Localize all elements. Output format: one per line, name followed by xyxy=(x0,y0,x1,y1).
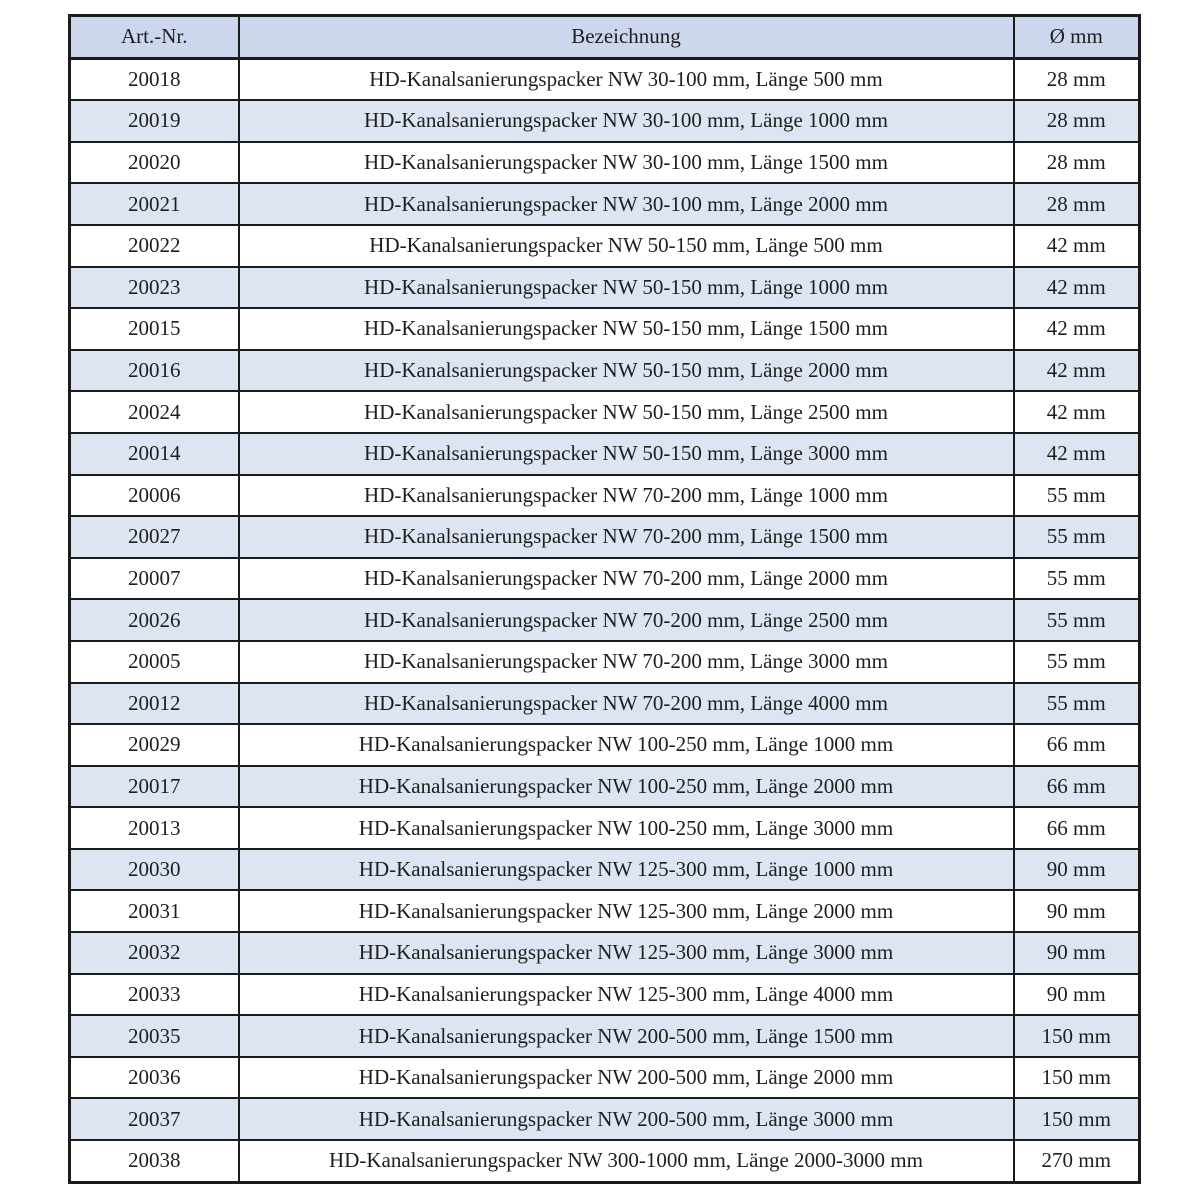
diameter-cell: 90 mm xyxy=(1014,932,1140,974)
table-row xyxy=(70,350,1140,392)
bezeichnung-cell: HD-Kanalsanierungspacker NW 50-150 mm, Länge 500 mm xyxy=(239,225,1014,267)
diameter-cell: 270 mm xyxy=(1014,1140,1140,1182)
bezeichnung-cell: HD-Kanalsanierungspacker NW 30-100 mm, Länge 2000 mm xyxy=(239,183,1014,225)
art-nr-cell: 20036 xyxy=(70,1057,239,1099)
art-nr-cell: 20032 xyxy=(70,932,239,974)
bezeichnung-cell: HD-Kanalsanierungspacker NW 70-200 mm, Länge 2500 mm xyxy=(239,599,1014,641)
diameter-cell: 42 mm xyxy=(1014,391,1140,433)
table-row xyxy=(70,558,1140,600)
art-nr-cell: 20019 xyxy=(70,100,239,142)
diameter-cell: 28 mm xyxy=(1014,183,1140,225)
col-header-diameter: Ø mm xyxy=(1014,16,1140,59)
diameter-cell: 150 mm xyxy=(1014,1057,1140,1099)
diameter-cell: 55 mm xyxy=(1014,683,1140,725)
diameter-cell: 55 mm xyxy=(1014,516,1140,558)
table-row xyxy=(70,974,1140,1016)
art-nr-cell: 20023 xyxy=(70,267,239,309)
bezeichnung-cell: HD-Kanalsanierungspacker NW 70-200 mm, Länge 1500 mm xyxy=(239,516,1014,558)
table-row xyxy=(70,433,1140,475)
diameter-cell: 55 mm xyxy=(1014,558,1140,600)
bezeichnung-cell: HD-Kanalsanierungspacker NW 70-200 mm, Länge 1000 mm xyxy=(239,475,1014,517)
art-nr-cell: 20017 xyxy=(70,766,239,808)
table-row xyxy=(70,142,1140,184)
table-row xyxy=(70,225,1140,267)
diameter-cell: 66 mm xyxy=(1014,724,1140,766)
art-nr-cell: 20013 xyxy=(70,807,239,849)
bezeichnung-cell: HD-Kanalsanierungspacker NW 70-200 mm, Länge 3000 mm xyxy=(239,641,1014,683)
art-nr-cell: 20020 xyxy=(70,142,239,184)
bezeichnung-cell: HD-Kanalsanierungspacker NW 300-1000 mm, Länge 2000-3000 mm xyxy=(239,1140,1014,1182)
table-row xyxy=(70,267,1140,309)
table-row xyxy=(70,932,1140,974)
table-row xyxy=(70,1015,1140,1057)
table-row xyxy=(70,100,1140,142)
bezeichnung-cell: HD-Kanalsanierungspacker NW 50-150 mm, Länge 2000 mm xyxy=(239,350,1014,392)
diameter-cell: 28 mm xyxy=(1014,58,1140,100)
diameter-cell: 42 mm xyxy=(1014,267,1140,309)
art-nr-cell: 20018 xyxy=(70,58,239,100)
diameter-cell: 42 mm xyxy=(1014,308,1140,350)
diameter-cell: 150 mm xyxy=(1014,1015,1140,1057)
bezeichnung-cell: HD-Kanalsanierungspacker NW 200-500 mm, Länge 3000 mm xyxy=(239,1098,1014,1140)
art-nr-cell: 20038 xyxy=(70,1140,239,1182)
diameter-cell: 55 mm xyxy=(1014,599,1140,641)
bezeichnung-cell: HD-Kanalsanierungspacker NW 50-150 mm, Länge 2500 mm xyxy=(239,391,1014,433)
bezeichnung-cell: HD-Kanalsanierungspacker NW 30-100 mm, Länge 500 mm xyxy=(239,58,1014,100)
bezeichnung-cell: HD-Kanalsanierungspacker NW 50-150 mm, Länge 3000 mm xyxy=(239,433,1014,475)
table-row xyxy=(70,1140,1140,1182)
table-row xyxy=(70,1057,1140,1099)
diameter-cell: 28 mm xyxy=(1014,142,1140,184)
bezeichnung-cell: HD-Kanalsanierungspacker NW 30-100 mm, Länge 1000 mm xyxy=(239,100,1014,142)
art-nr-cell: 20015 xyxy=(70,308,239,350)
diameter-cell: 55 mm xyxy=(1014,641,1140,683)
header-row xyxy=(70,16,1140,59)
bezeichnung-cell: HD-Kanalsanierungspacker NW 200-500 mm, Länge 1500 mm xyxy=(239,1015,1014,1057)
bezeichnung-cell: HD-Kanalsanierungspacker NW 50-150 mm, Länge 1500 mm xyxy=(239,308,1014,350)
diameter-cell: 90 mm xyxy=(1014,974,1140,1016)
art-nr-cell: 20030 xyxy=(70,849,239,891)
diameter-cell: 42 mm xyxy=(1014,225,1140,267)
table-row xyxy=(70,807,1140,849)
art-nr-cell: 20037 xyxy=(70,1098,239,1140)
bezeichnung-cell: HD-Kanalsanierungspacker NW 200-500 mm, Länge 2000 mm xyxy=(239,1057,1014,1099)
art-nr-cell: 20035 xyxy=(70,1015,239,1057)
art-nr-cell: 20012 xyxy=(70,683,239,725)
bezeichnung-cell: HD-Kanalsanierungspacker NW 70-200 mm, Länge 2000 mm xyxy=(239,558,1014,600)
table-row xyxy=(70,890,1140,932)
col-header-art-nr: Art.-Nr. xyxy=(70,16,239,59)
table-row xyxy=(70,475,1140,517)
art-nr-cell: 20021 xyxy=(70,183,239,225)
art-nr-cell: 20024 xyxy=(70,391,239,433)
diameter-cell: 55 mm xyxy=(1014,475,1140,517)
diameter-cell: 42 mm xyxy=(1014,350,1140,392)
art-nr-cell: 20007 xyxy=(70,558,239,600)
art-nr-cell: 20027 xyxy=(70,516,239,558)
bezeichnung-cell: HD-Kanalsanierungspacker NW 125-300 mm, Länge 4000 mm xyxy=(239,974,1014,1016)
diameter-cell: 66 mm xyxy=(1014,807,1140,849)
table-row xyxy=(70,724,1140,766)
table-row xyxy=(70,599,1140,641)
bezeichnung-cell: HD-Kanalsanierungspacker NW 100-250 mm, Länge 2000 mm xyxy=(239,766,1014,808)
diameter-cell: 90 mm xyxy=(1014,849,1140,891)
bezeichnung-cell: HD-Kanalsanierungspacker NW 100-250 mm, Länge 3000 mm xyxy=(239,807,1014,849)
table-body xyxy=(70,58,1140,1182)
table-row xyxy=(70,683,1140,725)
art-nr-cell: 20006 xyxy=(70,475,239,517)
table-row xyxy=(70,183,1140,225)
bezeichnung-cell: HD-Kanalsanierungspacker NW 30-100 mm, Länge 1500 mm xyxy=(239,142,1014,184)
art-nr-cell: 20016 xyxy=(70,350,239,392)
art-nr-cell: 20005 xyxy=(70,641,239,683)
bezeichnung-cell: HD-Kanalsanierungspacker NW 125-300 mm, Länge 1000 mm xyxy=(239,849,1014,891)
product-table xyxy=(68,14,1141,1184)
table-row xyxy=(70,641,1140,683)
diameter-cell: 42 mm xyxy=(1014,433,1140,475)
art-nr-cell: 20031 xyxy=(70,890,239,932)
art-nr-cell: 20014 xyxy=(70,433,239,475)
bezeichnung-cell: HD-Kanalsanierungspacker NW 50-150 mm, Länge 1000 mm xyxy=(239,267,1014,309)
table-row xyxy=(70,391,1140,433)
art-nr-cell: 20026 xyxy=(70,599,239,641)
table-row xyxy=(70,308,1140,350)
diameter-cell: 150 mm xyxy=(1014,1098,1140,1140)
art-nr-cell: 20029 xyxy=(70,724,239,766)
art-nr-cell: 20033 xyxy=(70,974,239,1016)
bezeichnung-cell: HD-Kanalsanierungspacker NW 100-250 mm, Länge 1000 mm xyxy=(239,724,1014,766)
table-row xyxy=(70,849,1140,891)
bezeichnung-cell: HD-Kanalsanierungspacker NW 125-300 mm, Länge 3000 mm xyxy=(239,932,1014,974)
table-row xyxy=(70,58,1140,100)
art-nr-cell: 20022 xyxy=(70,225,239,267)
table-row xyxy=(70,516,1140,558)
diameter-cell: 66 mm xyxy=(1014,766,1140,808)
col-header-bezeichnung: Bezeichnung xyxy=(239,16,1014,59)
table-row xyxy=(70,1098,1140,1140)
bezeichnung-cell: HD-Kanalsanierungspacker NW 125-300 mm, Länge 2000 mm xyxy=(239,890,1014,932)
bezeichnung-cell: HD-Kanalsanierungspacker NW 70-200 mm, Länge 4000 mm xyxy=(239,683,1014,725)
table-row xyxy=(70,766,1140,808)
diameter-cell: 28 mm xyxy=(1014,100,1140,142)
diameter-cell: 90 mm xyxy=(1014,890,1140,932)
